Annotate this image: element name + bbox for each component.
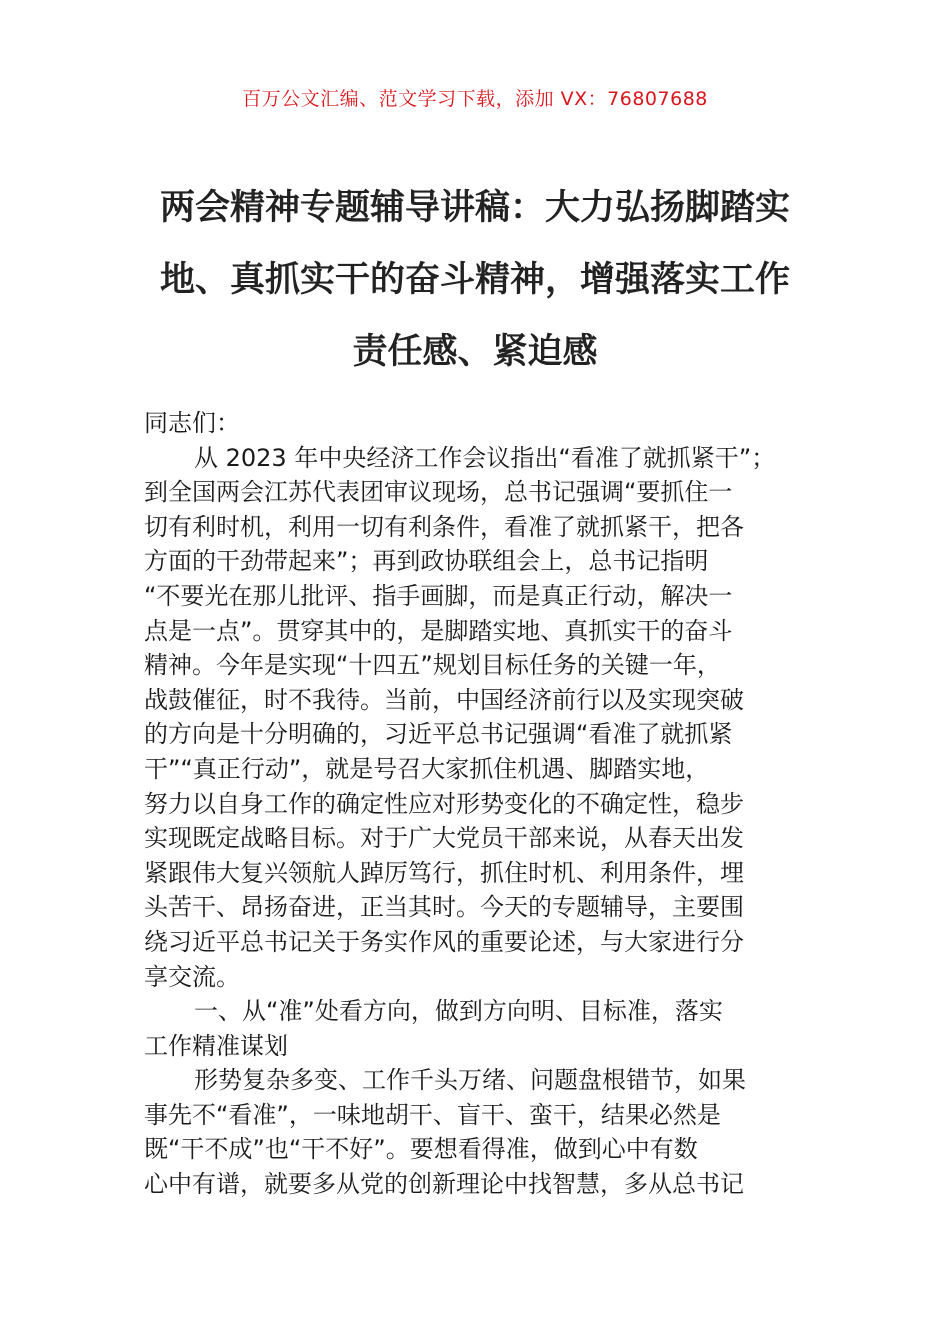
title-line: 地、真抓实干的奋斗精神，增强落实工作 bbox=[159, 260, 790, 300]
paragraph-line: 战鼓催征，时不我待。当前，中国经济前行以及实现突破 bbox=[144, 685, 744, 714]
paragraph-line: 实现既定战略目标。对于广大党员干部来说，从春天出发 bbox=[144, 824, 744, 853]
section-heading: 一、从“准”处看方向，做到方向明、目标准，落实 bbox=[194, 997, 723, 1026]
document-title bbox=[140, 172, 810, 388]
paragraph-line: 享交流。 bbox=[144, 962, 240, 991]
paragraph-line: 既“干不成”也“干不好”。要想看得准，做到心中有数 bbox=[144, 1135, 698, 1164]
title-line: 两会精神专题辅导讲稿：大力弘扬脚踏实 bbox=[159, 188, 790, 228]
section-heading: 工作精准谋划 bbox=[144, 1031, 288, 1060]
paragraph-line: 努力以自身工作的确定性应对形势变化的不确定性，稳步 bbox=[144, 789, 744, 818]
paragraph-line: 心中有谱，就要多从党的创新理论中找智慧，多从总书记 bbox=[144, 1170, 744, 1199]
paragraph-line: 切有利时机，利用一切有利条件，看准了就抓紧干，把各 bbox=[144, 512, 744, 541]
header-banner: 百万公文汇编、范文学习下载，添加 VX：76807688 bbox=[242, 88, 708, 110]
paragraph-line: 紧跟伟大复兴领航人踔厉笃行，抓住时机、利用条件，埋 bbox=[144, 858, 744, 887]
document-body bbox=[144, 406, 844, 1202]
paragraph-line: 形势复杂多变、工作千头万绪、问题盘根错节，如果 bbox=[194, 1066, 746, 1095]
paragraph-line: 干”“真正行动”，就是号召大家抓住机遇、脚踏实地， bbox=[144, 754, 710, 783]
paragraph-line: 精神。今年是实现“十四五”规划目标任务的关键一年， bbox=[144, 651, 721, 680]
paragraph-line: 到全国两会江苏代表团审议现场，总书记强调“要抓住一 bbox=[144, 478, 733, 507]
paragraph-line: 方面的干劲带起来”；再到政协联组会上，总书记指明 bbox=[144, 547, 709, 576]
paragraph-line: 事先不“看准”，一味地胡干、盲干、蛮干，结果必然是 bbox=[144, 1100, 721, 1129]
salutation: 同志们： bbox=[144, 409, 240, 437]
paragraph-line: 点是一点”。贯穿其中的，是脚踏实地、真抓实干的奋斗 bbox=[144, 616, 733, 645]
paragraph-line: 绕习近平总书记关于务实作风的重要论述，与大家进行分 bbox=[144, 927, 744, 956]
paragraph-line: “不要光在那儿批评、指手画脚，而是真正行动，解决一 bbox=[144, 581, 733, 610]
paragraph-line: 头苦干、昂扬奋进，正当其时。今天的专题辅导，主要围 bbox=[144, 893, 744, 922]
title-line: 责任感、紧迫感 bbox=[352, 332, 598, 372]
paragraph-line: 的方向是十分明确的，习近平总书记强调“看准了就抓紧 bbox=[144, 720, 733, 749]
paragraph-line: 从 2023 年中央经济工作会议指出“看准了就抓紧干”； bbox=[194, 443, 776, 472]
